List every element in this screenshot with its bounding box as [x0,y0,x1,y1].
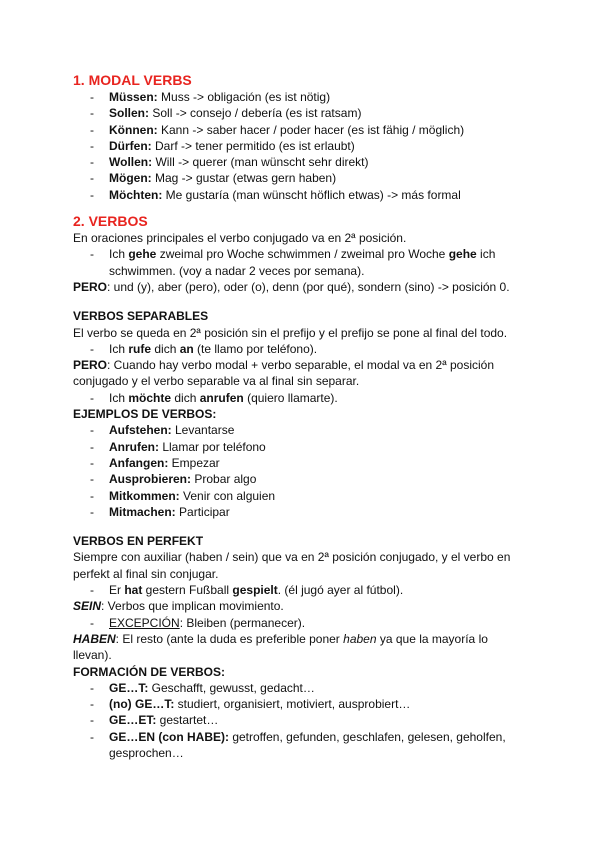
separables-intro: El verbo se queda en 2ª posición sin el prefijo y el prefijo se pone al final del todo. [73,325,508,340]
list-item: - Ich möchte dich anrufen (quiero llamarte). [73,390,528,406]
list-item: - GE…ET: gestartet… [73,712,528,728]
list-item: - Ich rufe dich an (te llamo por teléfono). [73,341,528,357]
list-item: - Sollen: Soll -> consejo / debería (es ist ratsam) [73,105,528,121]
verbos-pero-note: PERO: und (y), aber (pero), oder (o), denn (por qué), sondern (sino) -> posición 0. [73,279,510,294]
list-item: - Ich gehe zweimal pro Woche schwimmen / zweimal pro Woche gehe ich schwimmen. (voy a nadar 2 veces por semana). [73,246,528,279]
formacion-list [73,680,528,761]
ejemplos-list [73,422,528,520]
section-title-perfekt: VERBOS EN PERFEKT [73,534,204,549]
modal-verbs-list [73,89,528,203]
section-title-modal-verbs: 1. MODAL VERBS [73,72,192,88]
verbos-intro: En oraciones principales el verbo conjugado va en 2ª posición. [73,231,407,246]
list-item: - EXCEPCIÓN: Bleiben (permanecer). [73,615,528,631]
section-title-ejemplos: EJEMPLOS DE VERBOS: [73,407,217,422]
document-body [73,71,528,761]
separables-example-list [73,341,528,357]
separables-example2-list [73,390,528,406]
list-item: - Anrufen: Llamar por teléfono [73,439,528,455]
list-item: - Können: Kann -> saber hacer / poder hacer (es ist fähig / möglich) [73,122,528,138]
list-item: - Ausprobieren: Probar algo [73,471,528,487]
section-title-separables: VERBOS SEPARABLES [73,309,209,324]
list-item: - GE…T: Geschafft, gewusst, gedacht… [73,680,528,696]
exception-list [73,615,528,631]
list-item: - Er hat gestern Fußball gespielt. (él jugó ayer al fútbol). [73,582,528,598]
verbos-example-list [73,246,528,279]
list-item: - Wollen: Will -> querer (man wünscht sehr direkt) [73,154,528,170]
list-item: - Dürfen: Darf -> tener permitido (es ist erlaubt) [73,138,528,154]
haben-note: HABEN: El resto (ante la duda es preferible poner haben ya que la mayoría lo llevan). [73,631,488,663]
perfekt-example-list [73,582,528,598]
list-item: - GE…EN (con HABE): getroffen, gefunden, geschlafen, gelesen, geholfen, gesprochen… [73,729,528,762]
separables-pero-note: PERO: Cuando hay verbo modal + verbo separable, el modal va en 2ª posición conjugado y el verbo separable va al final sin separar. [73,358,495,389]
list-item: - (no) GE…T: studiert, organisiert, motiviert, ausprobiert… [73,696,528,712]
list-item: - Müssen: Muss -> obligación (es ist nötig) [73,89,528,105]
perfekt-intro: Siempre con auxiliar (haben / sein) que va en 2ª posición conjugado, y el verbo en perfekt al final sin conjugar. [73,550,511,581]
list-item: - Mitmachen: Participar [73,504,528,520]
list-item: - Anfangen: Empezar [73,455,528,471]
section-title-verbos: 2. VERBOS [73,213,148,230]
list-item: - Aufstehen: Levantarse [73,422,528,438]
list-item: - Mitkommen: Venir con alguien [73,488,528,504]
sein-note: SEIN: Verbos que implican movimiento. [73,599,284,614]
section-title-formacion: FORMACIÓN DE VERBOS: [73,664,226,679]
list-item: - Möchten: Me gustaría (man wünscht höflich etwas) -> más formal [73,187,528,203]
list-item: - Mögen: Mag -> gustar (etwas gern haben) [73,170,528,186]
